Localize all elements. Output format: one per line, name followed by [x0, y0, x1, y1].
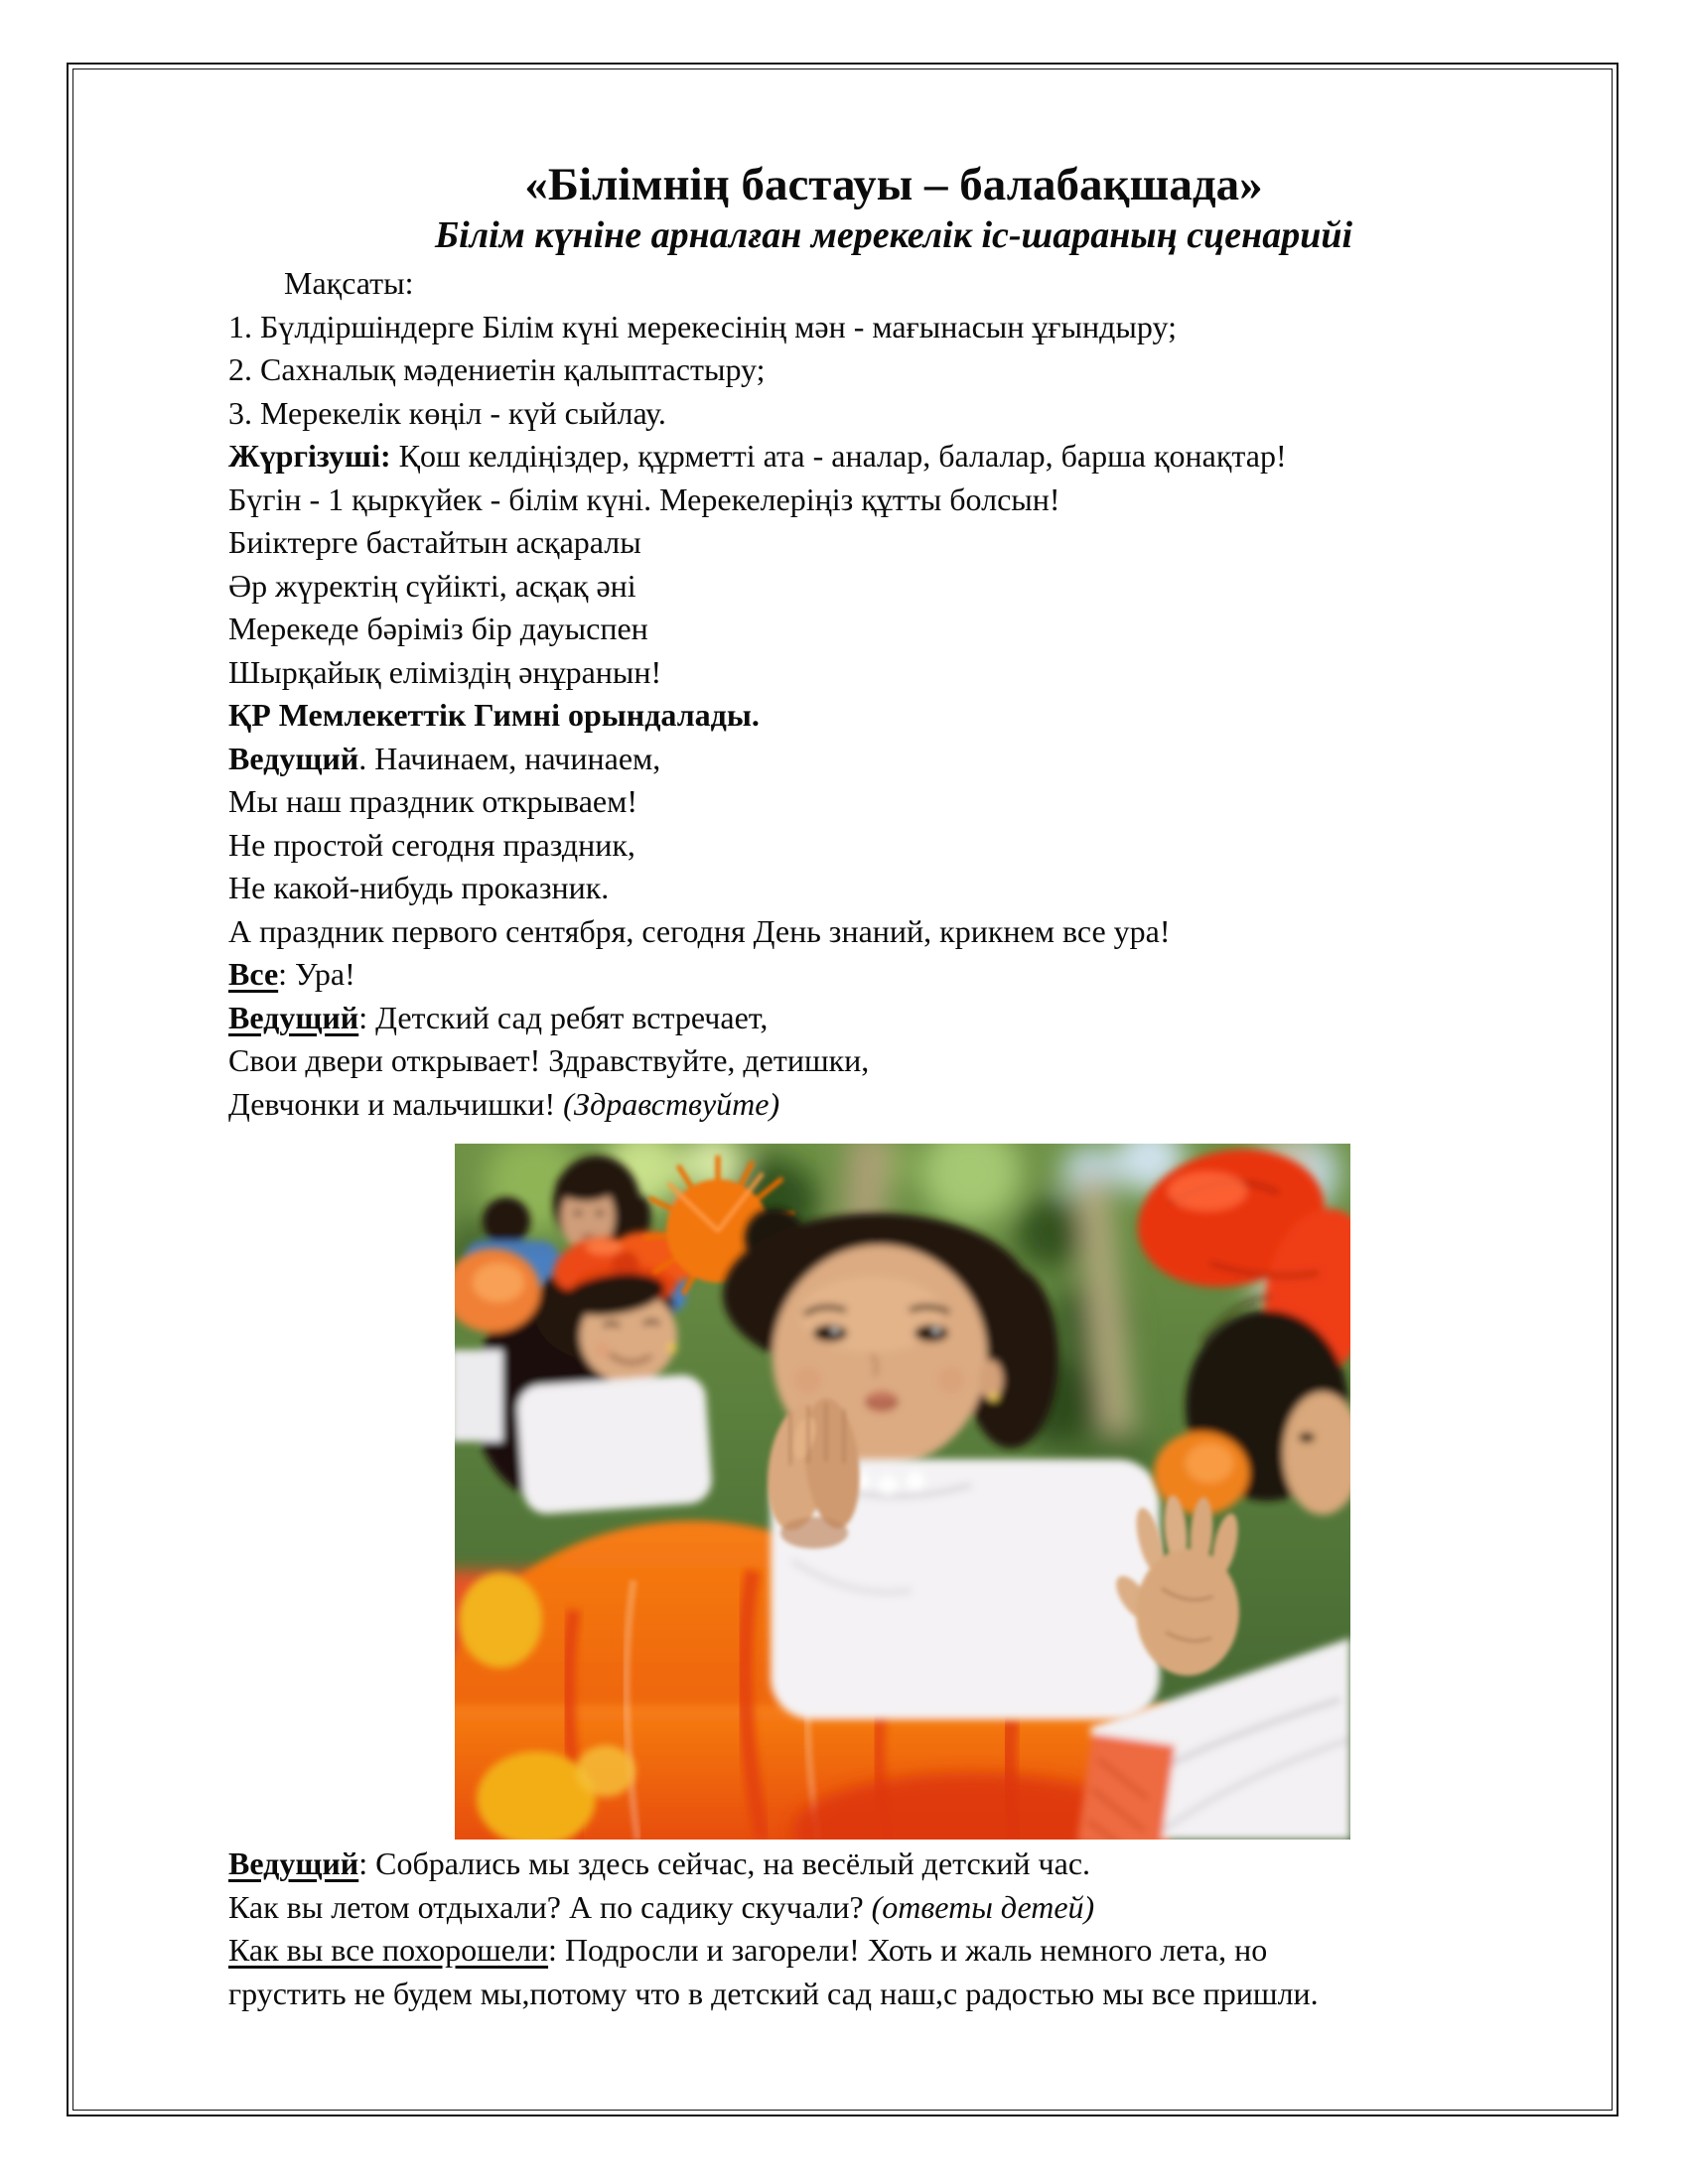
yellow-tulle-patch: [459, 1572, 542, 1668]
children-photo: [455, 1144, 1350, 1840]
text-segment: : Подросли и загорели! Хоть и жаль немного лета, но: [548, 1932, 1268, 1968]
text-segment: Жүргізуші:: [228, 438, 391, 474]
text-line: [228, 1973, 1579, 2016]
text-segment: Все: [228, 956, 279, 992]
text-segment: (Здравствуйте): [563, 1085, 780, 1122]
text-line: [228, 521, 1579, 565]
text-line: [228, 478, 1579, 522]
text-segment: Не какой-нибудь проказник.: [228, 870, 610, 905]
text-segment: : Собрались мы здесь сейчас, на весёлый детский час.: [358, 1845, 1091, 1881]
text-segment: Как вы все похорошели: [228, 1932, 549, 1968]
text-segment: Свои двери открывает! Здравствуйте, детишки,: [228, 1042, 870, 1078]
text-segment: Как вы летом отдыхали? А по садику скучали?: [228, 1888, 872, 1925]
text-segment: Қош келдіңіздер, құрметті ата - аналар, балалар, барша қонақтар!: [390, 438, 1287, 474]
text-line: [228, 608, 1579, 651]
text-line: [228, 694, 1579, 738]
text-line: [228, 565, 1579, 609]
text-segment: Мы наш праздник открываем!: [228, 783, 637, 819]
left-girl-white-top: [516, 1374, 714, 1516]
text-segment: Девчонки и мальчишки!: [228, 1085, 564, 1122]
text-line: [228, 262, 1579, 306]
text-segment: Шырқайық еліміздің әнұранын!: [228, 653, 662, 690]
text-segment: 2. Сахналық мәдениетін қалыптастыру;: [228, 351, 766, 387]
body-text-bottom: [228, 1843, 1579, 2015]
text-segment: А праздник первого сентября, сегодня День знаний, крикнем все ура!: [228, 912, 1171, 949]
text-line: [228, 867, 1579, 910]
text-segment: Әр жүректің сүйікті, асқақ әні: [228, 567, 636, 604]
text-line: [228, 1929, 1579, 1973]
text-line: [228, 1843, 1579, 1886]
text-segment: Мақсаты:: [284, 265, 414, 301]
text-segment: Ведущий: [228, 740, 359, 776]
text-line: [228, 1083, 1579, 1127]
text-line: [228, 306, 1579, 349]
text-line: [228, 1039, 1579, 1083]
text-line: [228, 435, 1579, 478]
text-segment: Не простой сегодня праздник,: [228, 826, 635, 863]
text-line: [228, 1886, 1579, 1930]
children-photo-illustration: [455, 1144, 1350, 1840]
text-segment: Мерекеде бәріміз бір дауыспен: [228, 611, 648, 646]
text-line: [228, 997, 1579, 1040]
text-segment: Бүгін - 1 қыркүйек - білім күні. Мерекелеріңіз құтты болсын!: [228, 480, 1060, 517]
text-line: [228, 780, 1579, 824]
text-segment: : Детский сад ребят встречает,: [358, 999, 769, 1035]
text-line: [228, 953, 1579, 997]
text-line: [228, 738, 1579, 781]
body-text-top: [228, 262, 1579, 1126]
text-segment: 1. Бүлдіршіндерге Білім күні мерекесінің мән - мағынасын ұғындыру;: [228, 308, 1177, 344]
text-line: [228, 348, 1579, 392]
text-segment: ҚР Мемлекеттік Гимні орындалады.: [228, 697, 760, 733]
text-segment: 3. Мерекелік көңіл - күй сыйлау.: [228, 394, 666, 431]
text-segment: грустить не будем мы,потому что в детский сад наш,с радостью мы все пришли.: [228, 1975, 1319, 2011]
text-line: [228, 392, 1579, 436]
document-subtitle: Білім күніне арналған мерекелік іс-шараның сценарийі: [434, 214, 1353, 256]
text-line: [228, 651, 1579, 695]
text-segment: Ведущий: [228, 1845, 359, 1881]
text-line: [228, 824, 1579, 868]
text-segment: (ответы детей): [871, 1888, 1095, 1925]
document-title: «Білімнің бастауы – балабақшада»: [524, 159, 1263, 210]
text-segment: Биіктерге бастайтын асқаралы: [228, 524, 641, 560]
text-segment: . Начинаем, начинаем,: [358, 740, 661, 776]
text-line: [228, 910, 1579, 954]
text-segment: : Ура!: [278, 956, 355, 992]
text-segment: Ведущий: [228, 999, 359, 1035]
